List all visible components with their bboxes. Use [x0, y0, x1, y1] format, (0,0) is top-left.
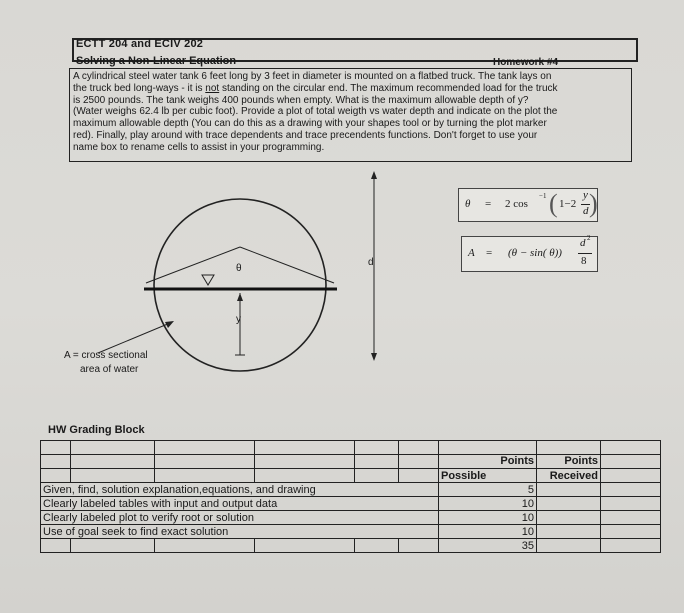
area-symbol: A: [468, 247, 475, 259]
points-possible-header: Points: [439, 455, 537, 469]
theta-symbol: θ: [465, 198, 471, 210]
grading-item-label: Clearly labeled tables with input and output data: [41, 497, 439, 511]
problem-line: (Water weighs 62.4 lb per cubic foot). Provide a plot of total weigth vs water depth and indicate on the plot the: [73, 106, 558, 118]
grading-item-label: Given, find, solution explanation,equations, and drawing: [41, 483, 439, 497]
grading-item-received[interactable]: [537, 525, 601, 539]
grading-item-points: 5: [439, 483, 537, 497]
table-row: [41, 497, 661, 511]
homework-number: Homework #4: [493, 57, 559, 68]
fraction-bar: [578, 253, 592, 254]
fraction-denominator: 8: [581, 255, 587, 267]
assignment-subtitle: Solving a Non-Linear Equation: [76, 55, 237, 67]
arrow-up-icon: [237, 293, 243, 301]
fraction-denominator: d: [583, 205, 589, 217]
table-row: [41, 525, 661, 539]
table-row: [41, 539, 661, 553]
emphasis-not: not: [205, 82, 220, 94]
area-label: A = cross sectional: [64, 350, 148, 361]
arrow-down-icon: [371, 353, 377, 361]
table-row: [41, 455, 661, 469]
fraction-numerator: y: [583, 189, 588, 201]
table-row: [41, 469, 661, 483]
cos-term: 2 cos: [505, 198, 528, 210]
problem-line: A cylindrical steel water tank 6 feet long by 3 feet in diameter is mounted on a flatbed truck. The tank lays on: [73, 71, 552, 82]
grading-item-points: 10: [439, 497, 537, 511]
theta-label: θ: [236, 263, 242, 274]
equals-sign: =: [485, 198, 492, 210]
inverse-exponent: −1: [539, 192, 547, 200]
problem-line: name box to rename cells to assist in your programming.: [73, 141, 325, 153]
d-label: d: [368, 257, 374, 268]
area-label: area of water: [80, 364, 139, 375]
equals-sign: =: [486, 247, 493, 259]
course-title: ECTT 204 and ECIV 202: [76, 38, 204, 50]
area-formula-box: [461, 236, 598, 272]
grading-item-received[interactable]: [537, 511, 601, 525]
problem-line: the truck bed long-ways - it is not standing on the circular end. The maximum recommended load for the truck: [73, 82, 558, 94]
area-pointer-line: [98, 323, 170, 353]
problem-line: maximum allowable depth (You can do this as a drawing with your shapes tool or by turning the plot marker: [73, 118, 547, 130]
inner-term: 1−2: [559, 198, 577, 210]
theta-formula-box: [458, 188, 598, 222]
theta-minus-sin-term: (θ − sin( θ)): [508, 247, 562, 259]
grading-item-received[interactable]: [537, 497, 601, 511]
water-level-marker-icon: [202, 275, 214, 285]
points-possible-header-line2: Possible: [439, 469, 537, 483]
table-row: [41, 441, 661, 455]
grading-item-points: 10: [439, 525, 537, 539]
grading-item-received[interactable]: [537, 483, 601, 497]
problem-line: red). Finally, play around with trace dependents and trace precendents functions. Don't forget to use your: [73, 129, 538, 141]
y-label: y: [236, 314, 241, 325]
open-paren: (: [549, 189, 558, 218]
arrow-up-icon: [371, 171, 377, 179]
grading-total-points: 35: [439, 539, 537, 553]
close-paren: ): [589, 189, 598, 218]
fraction-numerator: d: [580, 237, 586, 249]
points-received-header: Points: [537, 455, 601, 469]
arrow-right-icon: [165, 321, 174, 328]
square-exponent: 2: [587, 234, 591, 242]
grading-total-received[interactable]: [537, 539, 601, 553]
grading-item-label: Clearly labeled plot to verify root or solution: [41, 511, 439, 525]
problem-statement: [69, 68, 632, 162]
points-received-header-line2: Received: [537, 469, 601, 483]
table-row: [41, 483, 661, 497]
grading-table: [40, 440, 661, 553]
grading-item-points: 10: [439, 511, 537, 525]
grading-item-label: Use of goal seek to find exact solution: [41, 525, 439, 539]
problem-line: is 2500 pounds. The tank weighs 400 pounds when empty. What is the maximum allowable depth of y?: [73, 94, 529, 106]
grading-block-title: HW Grading Block: [48, 424, 145, 436]
table-row: [41, 511, 661, 525]
